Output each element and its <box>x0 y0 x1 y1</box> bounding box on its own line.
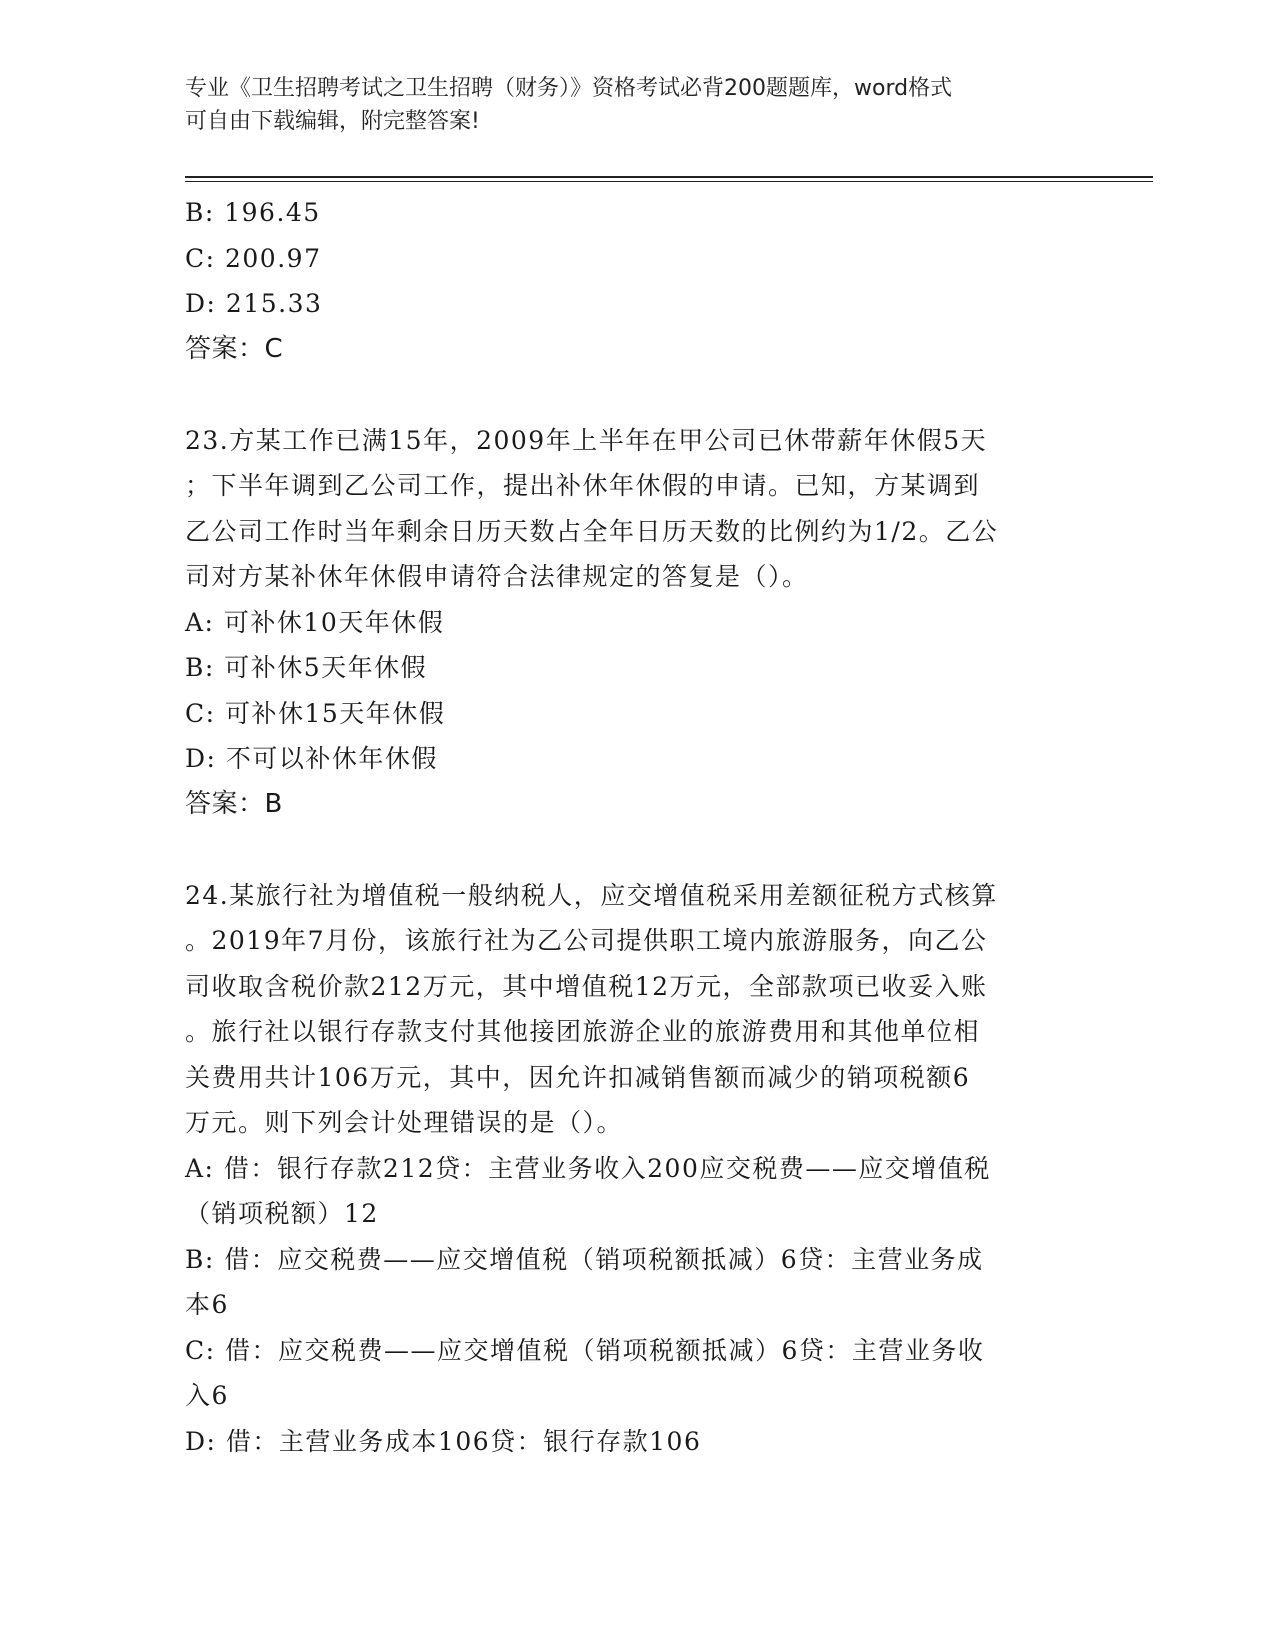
header-line-1: 专业《卫生招聘考试之卫生招聘（财务）》资格考试必背200题题库，word格式 <box>185 76 953 101</box>
question-text-line: 万元。则下列会计处理错误的是（）。 <box>185 1108 624 1137</box>
question-23 <box>185 418 1075 828</box>
option-b: B: 196.45 <box>185 198 321 227</box>
answer-label: 答案：C <box>185 333 284 364</box>
option-c-continued: 入6 <box>185 1381 229 1410</box>
question-content <box>185 190 1075 1464</box>
option-a-continued: （销项税额）12 <box>185 1199 379 1228</box>
header-divider-thin <box>185 181 1153 182</box>
question-text-line: 司对方某补休年休假申请符合法律规定的答复是（）。 <box>185 562 809 591</box>
question-text-line: 司收取含税价款212万元，其中增值税12万元，全部款项已收妥入账 <box>185 971 988 1001</box>
option-b: B: 可补休5天年休假 <box>185 653 428 682</box>
option-a: A: 可补休10天年休假 <box>185 607 445 637</box>
question-text-line: 23.方某工作已满15年，2009年上半年在甲公司已休带薪年休假5天 <box>185 425 988 455</box>
question-text-line: ；下半年调到乙公司工作，提出补休年休假的申请。已知，方某调到 <box>185 471 981 500</box>
question-text-line: 24.某旅行社为增值税一般纳税人，应交增值税采用差额征税方式核算 <box>185 880 998 910</box>
answer-label: 答案：B <box>185 788 283 819</box>
option-d: D: 215.33 <box>185 289 323 318</box>
spacer <box>185 827 1075 873</box>
question-text-line: 。2019年7月份，该旅行社为乙公司提供职工境内旅游服务，向乙公 <box>185 926 988 955</box>
option-c: C: 可补休15天年休假 <box>185 698 446 728</box>
option-c: C: 200.97 <box>185 243 322 273</box>
option-a: A: 借：银行存款212贷：主营业务收入200应交税费——应交增值税 <box>185 1153 991 1183</box>
question-text-line: 。旅行社以银行存款支付其他接团旅游企业的旅游费用和其他单位相 <box>185 1017 981 1046</box>
question-text-line: 乙公司工作时当年剩余日历天数占全年日历天数的比例约为1/2。乙公 <box>185 516 999 546</box>
question-24 <box>185 873 1075 1465</box>
option-c: C: 借：应交税费——应交增值税（销项税额抵减）6贷：主营业务收 <box>185 1335 985 1365</box>
page-header <box>185 72 1065 138</box>
option-b: B: 借：应交税费——应交增值税（销项税额抵减）6贷：主营业务成 <box>185 1244 984 1274</box>
header-line-2: 可自由下载编辑，附完整答案! <box>185 109 480 134</box>
previous-question <box>185 190 1075 372</box>
header-divider-thick <box>185 176 1153 178</box>
spacer <box>185 372 1075 418</box>
option-d: D: 不可以补休年休假 <box>185 744 438 773</box>
question-text-line: 关费用共计106万元，其中，因允许扣减销售额而减少的销项税额6 <box>185 1062 971 1092</box>
option-b-continued: 本6 <box>185 1290 229 1319</box>
option-d: D: 借：主营业务成本106贷：银行存款106 <box>185 1426 702 1456</box>
